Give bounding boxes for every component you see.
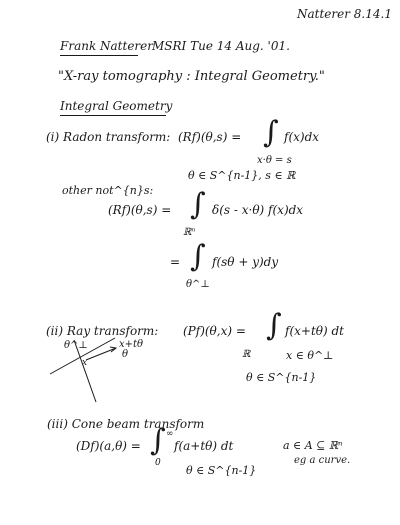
ray-transform-diagram bbox=[40, 334, 180, 406]
equals-sign: = bbox=[170, 255, 181, 269]
radon-perp-subscript: θ^⊥ bbox=[186, 279, 210, 290]
cone-condition: a ∈ A ⊆ ℝⁿ bbox=[283, 439, 343, 452]
point-label: x bbox=[82, 358, 88, 368]
line-label: x+tθ bbox=[119, 339, 144, 350]
ray-subscript: ℝ bbox=[242, 349, 251, 360]
cone-lower-limit: 0 bbox=[155, 458, 161, 468]
ray-label: (ii) Ray transform: bbox=[46, 324, 159, 338]
section-heading-underline bbox=[60, 115, 166, 116]
direction-label: θ bbox=[122, 349, 129, 360]
ray-integrand: f(x+tθ) dt bbox=[285, 324, 344, 338]
cone-lhs: (Df)(a,θ) = bbox=[76, 439, 141, 453]
ray-lhs: (Pf)(θ,x) = bbox=[183, 324, 246, 338]
event-info: MSRI Tue 14 Aug. '01. bbox=[152, 39, 290, 53]
author-underline bbox=[60, 55, 138, 56]
radon-integrand: f(x)dx bbox=[284, 130, 320, 144]
integral-sign: ∫ bbox=[190, 187, 206, 222]
section-heading: Integral Geometry bbox=[60, 99, 173, 113]
cone-note: eg a curve. bbox=[294, 455, 351, 466]
radon-alt-subscript: ℝⁿ bbox=[183, 227, 196, 238]
direction-arrow bbox=[86, 348, 116, 360]
radon-alt-lhs: (Rf)(θ,s) = bbox=[108, 203, 172, 217]
cone-domain: θ ∈ S^{n-1} bbox=[186, 464, 257, 477]
radon-lhs: (Rf)(θ,s) = bbox=[178, 130, 242, 144]
cone-label: (iii) Cone beam transform bbox=[47, 417, 205, 431]
perp-label: θ^⊥ bbox=[64, 340, 88, 351]
author-name: Frank Natterer bbox=[60, 39, 154, 53]
ray-condition: x ∈ θ^⊥ bbox=[286, 349, 334, 362]
cone-upper-limit: ∞ bbox=[166, 429, 174, 439]
integral-sign: ∫ bbox=[266, 308, 282, 343]
radon-subscript: x·θ = s bbox=[257, 155, 292, 166]
other-notations-label: other not^{n}s: bbox=[62, 184, 154, 197]
lecture-title: "X-ray tomography : Integral Geometry." bbox=[58, 69, 325, 84]
radon-perp-integrand: f(sθ + y)dy bbox=[212, 255, 279, 269]
ray-domain: θ ∈ S^{n-1} bbox=[246, 371, 317, 384]
integral-sign: ∫ bbox=[263, 115, 279, 150]
integral-sign: ∫ bbox=[150, 423, 166, 458]
radon-alt-integrand: δ(s - x·θ) f(x)dx bbox=[212, 203, 304, 217]
integral-sign: ∫ bbox=[190, 239, 206, 274]
page-reference: Natterer 8.14.1 bbox=[297, 7, 392, 21]
radon-domain: θ ∈ S^{n-1}, s ∈ ℝ bbox=[188, 169, 296, 182]
radon-label: (i) Radon transform: bbox=[46, 130, 171, 144]
cone-integrand: f(a+tθ) dt bbox=[174, 439, 234, 453]
